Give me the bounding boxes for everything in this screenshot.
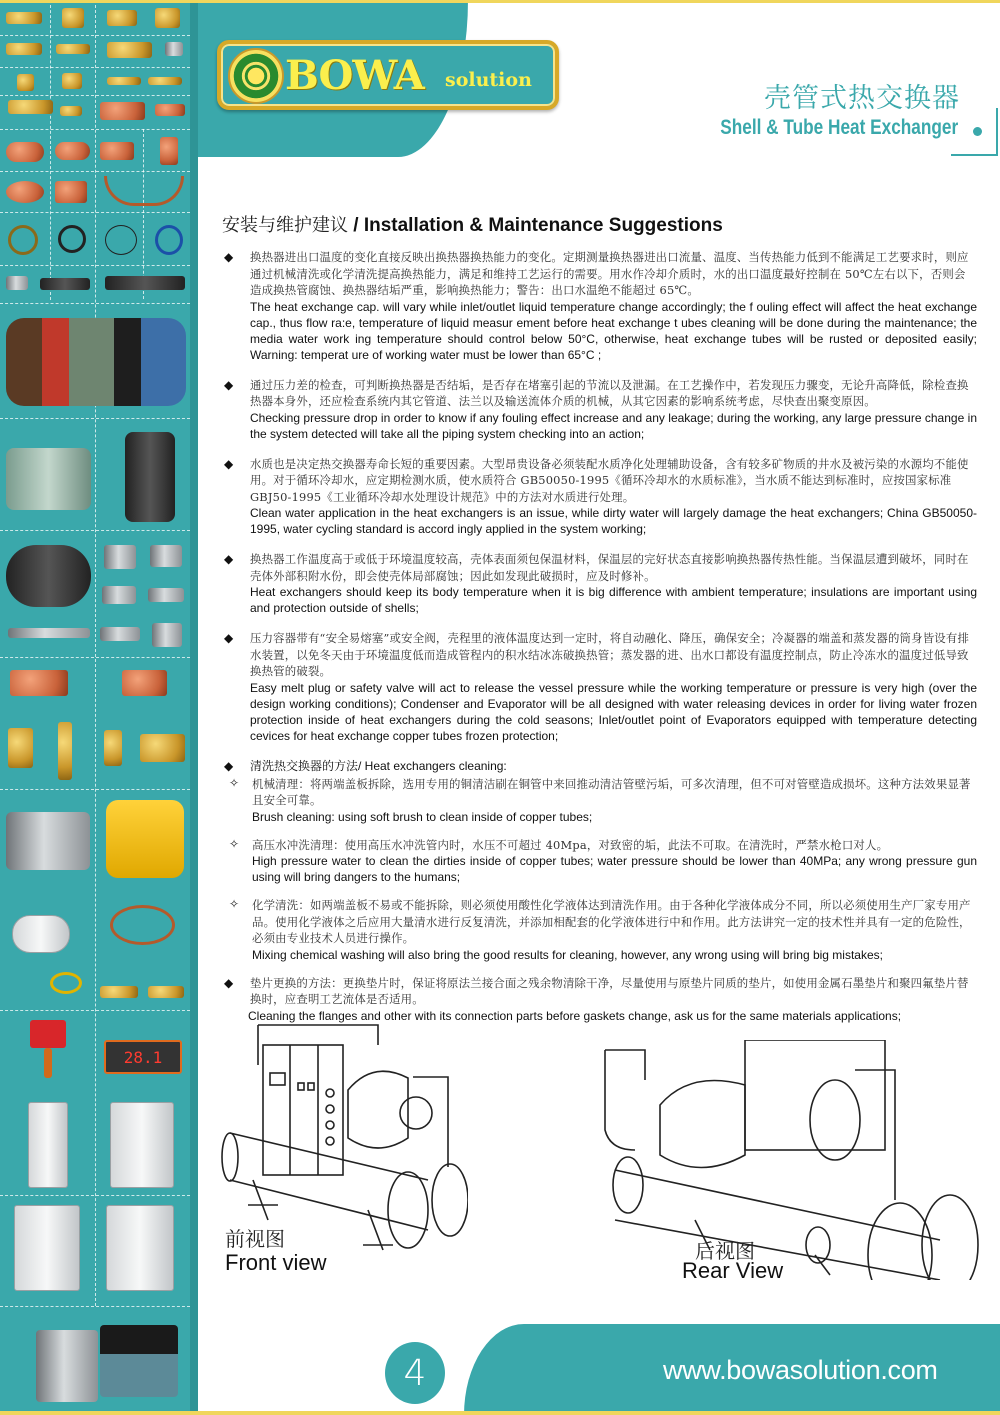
thermostat-readout: 28.1 bbox=[123, 1047, 163, 1067]
copper-branch-image bbox=[55, 181, 87, 203]
screw-compressor-cutaway-image bbox=[6, 318, 186, 406]
suggestion-cn: 水质也是决定热交换器寿命长短的重要因素。大型昂贵设备必须装配水质净化处理辅助设备，含有较多矿物质的井水及被污染的水源均不能使用。对于循环冷却水，应定期检测水质，使水质符合 GB50050-1995《循环冷却水的水质标准》，当水质不能达到标准时，应按国家标准 GBJ50-1995《工业循环冷却水处理设计规范》中的方法对水质进行处理。 bbox=[250, 456, 969, 504]
front-view-label-en: Front view bbox=[225, 1250, 327, 1275]
brass-coupling-image bbox=[62, 8, 84, 28]
bearing-part-image bbox=[100, 627, 140, 641]
display-fridge-double-image bbox=[110, 1102, 174, 1188]
brass-caps-image bbox=[107, 42, 152, 58]
temperature-sensor-image bbox=[58, 225, 86, 253]
suggestion-cn: 换热器进出口温度的变化直接反映出换热器换热能力的变化。定期测量换热器进出口流量、温度、当传热能力低到不能满足工艺要求时，则应通过机械清洗或化学清洗提高换热能力，满足和维持工艺运行的需要。用水作冷却介质时，水的出口温度最好控制在 50℃左右以下，否则会造成换热管腐蚀、换热器结垢严重，影响换热能力；警告：出口水温绝不能超过 65℃。 bbox=[250, 250, 969, 297]
title-bracket-decoration bbox=[951, 108, 998, 156]
suggestion-item bbox=[222, 630, 977, 744]
sidebar-edge bbox=[190, 0, 198, 1415]
suggestion-en: Heat exchangers should keep its body temperature when it is big difference with ambient temperature; insulations are important using and protection outside of shells; bbox=[250, 585, 977, 615]
diamond-bullet-icon: ◆ bbox=[224, 377, 234, 392]
page-title-en: Shell & Tube Heat Exchanger bbox=[720, 116, 958, 139]
suggestion-item bbox=[222, 456, 977, 538]
logo-wordmark: BOWA bbox=[285, 52, 424, 99]
suggestion-en: Checking pressure drop in order to know if any fouling effect increase and any leakage; during the working, any large pressure change in the system detected will take all the piping system checking into an action; bbox=[250, 410, 977, 441]
copper-fitting-image bbox=[155, 104, 185, 116]
flow-switch-image bbox=[30, 1020, 66, 1048]
product-sidebar bbox=[0, 0, 198, 1415]
cleaning-method-en: Brush cleaning: using soft brush to clean inside of copper tubes; bbox=[252, 809, 593, 824]
cleaning-method-en: High pressure water to clean the dirties inside of copper tubes; water pressure should be lower than 40MPa; any wrong pressure gun using will bring dangers to the humans; bbox=[252, 854, 977, 884]
sight-glass-image bbox=[122, 670, 167, 696]
upright-freezer-4-door-image bbox=[106, 1205, 174, 1291]
suggestion-cn: 压力容器带有“安全易熔塞”或安全阀，壳程里的液体温度达到一定时，将自动融化、降压，确保安全；冷凝器的端盖和蒸发器的筒身皆设有排水装置，以免冬天由于环境温度低而造成管程内的积水结冰冻破换热管；蒸发器的进、出水口都设有温度控制点，防止冷冻水的温度过低导致换热管的破裂。 bbox=[250, 631, 970, 678]
grid-divider bbox=[0, 1306, 190, 1307]
diamond-bullet-icon: ◆ bbox=[224, 758, 234, 773]
cleaning-methods bbox=[222, 758, 977, 963]
brass-fitting-image bbox=[60, 106, 82, 116]
diamond-bullet-icon: ◆ bbox=[224, 631, 234, 645]
charging-hoses-image bbox=[50, 972, 82, 994]
copper-reducer-image bbox=[160, 137, 178, 165]
cleaning-method-cn: 化学清洗：如两端盖板不易或不能拆除，则必须使用酸性化学液体达到清洗作用。由于各种化学液体成分不同，所以必须使用生产厂家专用产品。使用化学液体之后应用大量清水进行反复清洗，并添加相配套的化学液体进行中和作用。此方法讲究一定的技术性并具有一定的危险性，必须由专业技术人员进行操作。 bbox=[252, 898, 971, 945]
brass-tee-image bbox=[56, 44, 90, 54]
rear-view-label-en: Rear View bbox=[682, 1258, 784, 1283]
access-valve-image bbox=[104, 730, 122, 766]
display-fridge-single-image bbox=[28, 1102, 68, 1188]
valve-part-image bbox=[152, 623, 182, 647]
brass-adapter-image bbox=[148, 77, 182, 85]
brass-adapter-image bbox=[148, 986, 184, 998]
bottom-accent-strip bbox=[0, 1411, 1000, 1415]
temperature-sensor-image bbox=[8, 225, 38, 255]
cleaning-method-cn: 高压水冲洗清理：使用高压水冲洗管内时，水压不可超过 40Mpa，对致密的垢，此法不可取。在清洗时，严禁水枪口对人。 bbox=[252, 837, 889, 852]
service-valves-image bbox=[140, 734, 185, 762]
gasket-cn: 垫片更换的方法：更换垫片时，保证将原法兰接合面之残余物清除干净，尽量使用与原垫片同质的垫片，如使用金属石墨垫片和聚四氟垫片替换时，应查明工艺流体是否适用。 bbox=[250, 975, 969, 1006]
suggestion-en: Easy melt plug or safety valve will act to release the vessel pressure while the working temperature or pressure is very high (over the design working conditions); Condenser and Evaporator will be all designed with water releasing devices in order for living water frozen protection inside of heat exchangers during the cold seasons; Inlet/outlet point of Evaporators equipped with temperature detecting cevices for heat exchange copper tubes frozen protection; bbox=[250, 680, 977, 743]
main-content bbox=[222, 213, 977, 1038]
gasket-en: Cleaning the flanges and other with its connection parts before gaskets change, ask us for the same materials applications; bbox=[248, 1008, 902, 1023]
section-heading bbox=[222, 213, 977, 239]
upright-freezer-2-door-image bbox=[14, 1205, 80, 1291]
brass-reducer-image bbox=[62, 73, 82, 89]
section-heading-en: / Installation & Maintenance Suggestions bbox=[348, 215, 723, 236]
pressure-switches-image bbox=[40, 278, 90, 290]
copper-tee-image bbox=[100, 142, 134, 160]
access-tubes-image bbox=[8, 100, 53, 114]
brass-tee-image bbox=[6, 43, 42, 55]
page-number-badge: 4 bbox=[385, 1342, 445, 1404]
cleaning-method-water bbox=[222, 837, 977, 886]
star-bullet-icon: ✧ bbox=[229, 775, 240, 790]
brass-adapter-image bbox=[100, 986, 138, 998]
suggestion-en: The heat exchange cap. will vary while inlet/outlet liquid temperature change accordingly; the f ouling effect will affect the heat exchange cap., thus flow ra:e, temperature of liquid measur ement before heat exchange t ubes cleaning will be done during the maintenance; the media water work ing temperature should control below 50°C, otherwise, heat exchange tubes will be rusted or deposited easily; Warning: temperat ure of working water must be lower than 65°C ; bbox=[250, 299, 977, 362]
logo-emblem-icon bbox=[228, 48, 284, 104]
rear-view-drawing bbox=[600, 1040, 980, 1280]
front-view-label-cn: 前视图 bbox=[225, 1227, 285, 1251]
pressure-switches-image bbox=[105, 276, 185, 290]
top-accent-strip bbox=[0, 0, 1000, 3]
capillary-tube-image bbox=[110, 905, 175, 945]
scroll-compressor-image bbox=[125, 432, 175, 522]
brass-adapter-image bbox=[107, 77, 141, 85]
star-bullet-icon: ✧ bbox=[229, 836, 240, 851]
cleaning-heading: 清洗热交换器的方法/ Heat exchangers cleaning: bbox=[250, 758, 507, 773]
flake-ice-machine-image bbox=[36, 1330, 98, 1402]
compressor-part-image bbox=[150, 545, 182, 567]
page-title-cn: 壳管式热交换器 bbox=[764, 83, 960, 113]
manifold-gauge-image bbox=[12, 915, 70, 953]
diamond-bullet-icon: ◆ bbox=[224, 552, 234, 566]
semi-hermetic-compressor-image bbox=[6, 448, 91, 510]
website-link[interactable]: www.bowasolution.com bbox=[663, 1355, 938, 1385]
copper-rings-image bbox=[6, 181, 44, 203]
suggestion-en: Clean water application in the heat exchangers is an issue, while dirty water will largely damage the heat exchangers; China GB50050-1995, water cycling standard is accord ingly applied in the system working; bbox=[250, 506, 977, 536]
copper-u-tubes-image bbox=[104, 176, 184, 206]
crankshaft-image bbox=[8, 628, 90, 638]
terminal-plate-image bbox=[102, 586, 136, 604]
brass-nut-image bbox=[155, 8, 180, 28]
ball-valve-image bbox=[8, 728, 33, 768]
copper-elbow-image bbox=[55, 142, 90, 160]
expansion-valve-image bbox=[58, 722, 72, 780]
logo-subtitle: solution bbox=[445, 69, 532, 91]
cleaning-method-brush bbox=[222, 776, 977, 825]
diamond-bullet-icon: ◆ bbox=[224, 975, 234, 990]
connecting-rod-image bbox=[148, 588, 184, 602]
brass-connectors-image bbox=[107, 10, 137, 26]
suggestion-item bbox=[222, 377, 977, 442]
rear-view-label-cn: 后视图 bbox=[695, 1239, 755, 1263]
suggestion-cn: 通过压力差的检查，可判断换热器是否结垢，是否存在堵塞引起的节流以及泄漏。在工艺操作中，若发现压力骤变，无论升高降低，除检查换热器本身外，还应检查系统内其它管道、法兰以及输送流体介质的机械，从其它因素的影响系统考虑，尽快查出聚变原因。 bbox=[250, 377, 969, 408]
copper-u-bend-image bbox=[6, 142, 44, 162]
digital-thermostat-image bbox=[104, 1040, 182, 1074]
cleaning-method-cn: 机械清理：将两端盖板拆除，选用专用的铜清洁刷在铜管中来回推动清洁管壁污垢，可多次清理，但不可对管壁造成损坏。这种方法效果显著且安全可靠。 bbox=[252, 776, 971, 807]
suggestion-item bbox=[222, 249, 977, 363]
solenoid-valve-image bbox=[10, 670, 68, 696]
condensing-unit-image bbox=[100, 1325, 178, 1397]
temperature-sensor-image bbox=[155, 225, 183, 255]
diamond-bullet-icon: ◆ bbox=[224, 456, 234, 471]
star-bullet-icon: ✧ bbox=[229, 897, 240, 911]
diamond-bullet-icon: ◆ bbox=[224, 250, 234, 264]
copper-caps-image bbox=[100, 102, 145, 120]
flow-switch-stem bbox=[44, 1048, 52, 1078]
pressure-switch-image bbox=[6, 276, 28, 290]
cleaning-method-chemical bbox=[222, 897, 977, 963]
suggestion-cn: 换热器工作温度高于或低于环境温度较高，壳体表面须包保温材料，保温层的完好状态直接影响换热器传热性能。当保温层遭到破坏，同时在壳体外部积附水份，即会使壳体局部腐蚀；因此如发现此破损时，应及时修补。 bbox=[250, 552, 969, 583]
vacuum-pump-image bbox=[6, 812, 90, 870]
suggestion-item bbox=[222, 551, 977, 616]
valve-plate-image bbox=[104, 545, 136, 569]
refrigerant-recovery-machine-image bbox=[106, 800, 184, 878]
grid-divider bbox=[95, 0, 96, 1306]
grid-divider bbox=[143, 129, 144, 299]
valve-cores-image bbox=[165, 42, 183, 56]
thermistor-probe-image bbox=[105, 225, 137, 255]
brass-union-image bbox=[6, 12, 42, 24]
cleaning-method-en: Mixing chemical washing will also bring the good results for cleaning, however, any wrong using will bring big mistakes; bbox=[252, 947, 883, 962]
section-heading-cn: 安装与维护建议 bbox=[222, 215, 348, 236]
motor-stator-image bbox=[6, 545, 91, 607]
grid-divider bbox=[50, 0, 51, 300]
brass-reducer-image bbox=[17, 74, 34, 91]
